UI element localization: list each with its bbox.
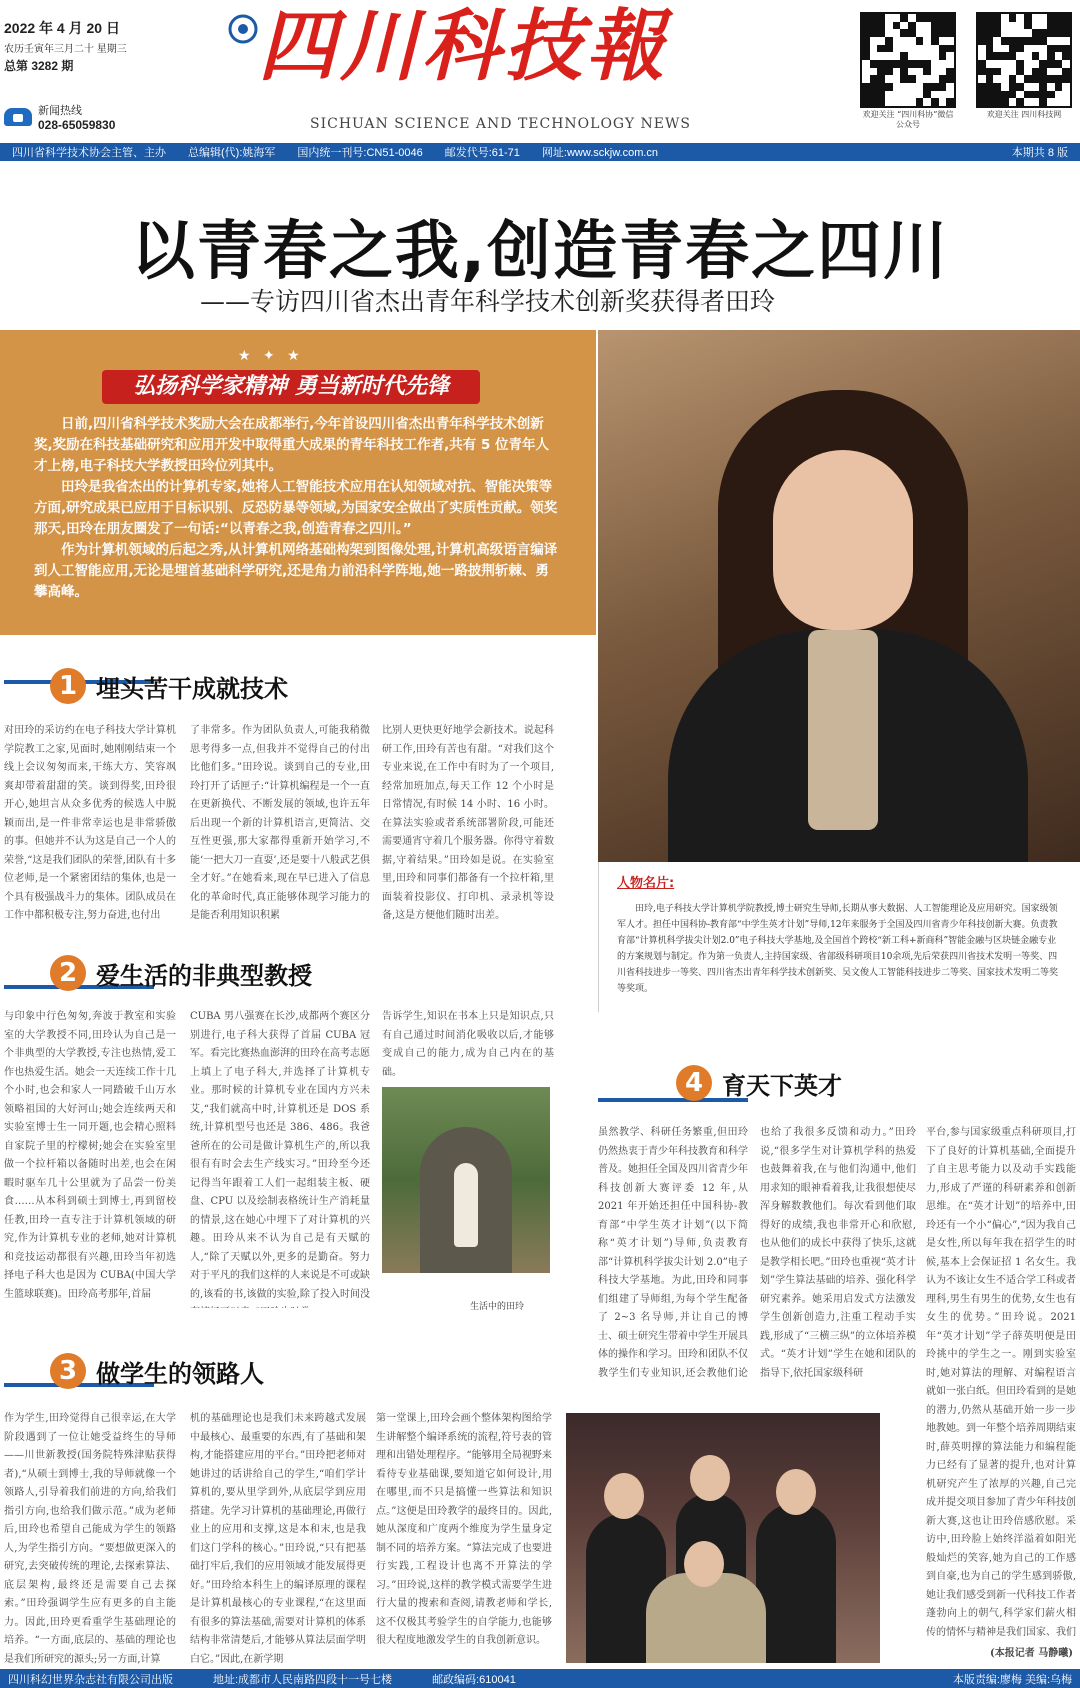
hotline-number: 028-65059830 xyxy=(38,118,116,132)
section-1-column: 对田玲的采访约在电子科技大学计算机学院教工之家,见面时,她刚刚结束一个线上会议匆匆而来,干练大方、笑容飒爽却带着甜甜的笑。谈到得奖,田玲很开心,她坦言从众多优秀的候选人中脱颖而出,是一件非常幸运也是非常骄傲的事。但她并不认为这是自己一个人的荣誉,“这是我们团队的荣誉,团队有十多位老师,是一个紧密团结的集体,也是一个具有极强战斗力的集体。团队成员在工作中都积极专注,努力奋进,也付出 xyxy=(4,725,176,921)
section-3-column: 第一堂课上,田玲会画个整体架构图给学生讲解整个编译系统的流程,符号表的管理和出错处理程序。“能够用全局视野来看待专业基础课,要知道它如何设计,用在哪里,而不只是搞懂一些算法和知识点。”这便是田玲教学的最终目的。因此,她从深度和广度两个维度为学生量身定制不同的培养方案。“算法完成了也要进行实践,工程设计也离不开算法的学习。”田玲说,这样的教学模式需要学生进行大量的搜索和查阅,请教老师和学长,这不仅极其考验学生的自学能力,也能够很大程度地激发学生的自我创新意识。 xyxy=(376,1413,552,1646)
postcode: 邮政编码:610041 xyxy=(432,1673,516,1686)
intro-paragraph: 田玲是我省杰出的计算机专家,她将人工智能技术应用在认知领域对抗、智能决策等方面,研究成果已应用于目标识别、反恐防暴等领域,为国家安全做出了实质性贡献。领奖那天,田玲在朋友圈发了一句话:“以青春之我,创造青春之四川。” xyxy=(34,479,558,537)
section-4-column: 平台,参与国家级重点科研项目,打下了良好的计算机基础,全面提升了自主思考能力以及动手实践能力,形成了严谨的科研素养和创新思维。在“英才计划”的培养中,田玲还有一个小“偏心”,“因为我自己是女性,所以每年我在招学生的时候,基本上会保证招 1 名女生。我认为不该让女生不适合学工科或者理科,男生有男生的优势,女生也有女生的优势。”田玲说。2021 年“英才计划”学子薛英明便是田玲挑中的学生之一。刚到实验室时,她对算法的理解、对编程语言就如一张白纸。但田玲看到的是她的潜力,仍然从基础开始一步一步地教她。到一年整个培养周期结束时,薛英明撑的算法能力和编程能力已经有了显著的提升,也对计算机研究产生了浓厚的兴趣,自己完成并提交项目参加了青少年科技创新大赛,这也让田玲倍感欣慰。采访中,田玲脸上始终洋溢着如阳光般灿烂的笑容,她为自己的工作感到自豪,也为自己的学生感到骄傲,她让我们感受到新一代科技工作者蓬勃向上的朝气,科学家们薪火相传的情怀与精神是我们国家、我们 xyxy=(926,1127,1076,1638)
profile-title: 人物名片: xyxy=(617,876,675,891)
lunar-date: 农历壬寅年三月二十 星期三 xyxy=(4,44,127,55)
date-box xyxy=(4,18,127,74)
section-3-column: 机的基础理论也是我们未来跨越式发展中最核心、最重要的东西,有了基础和架构,才能搭建应用的平台。”田玲把老师对她讲过的话讲给自己的学生,“咱们学计算机的,要从里学到外,从底层学到应用搭建。先学习计算机的基础理论,再做行业上的应用和支撑,这是本和末,也是我们这门学科的核心。”田玲说,“只有把基础打牢后,我们的应用领域才能发展得更好。”田玲给本科生上的编译原理的课程是计算机最核心的专业课程,“在这里面有很多的算法基础,需要对计算机的体系结构非常清楚后,才能够从算法层面学明白它。”因此,在新学期 xyxy=(190,1413,366,1665)
section-2-column: 与印象中行色匆匆,奔波于教室和实验室的大学教授不同,田玲认为自己是一个非典型的大学教授,专注也热情,爱工作也热爱生活。她会一天连续工作十几个小时,也会和家人一同踏破千山万水领略祖国的大好河山;她会连续两天和实验室博士生一同开题,也会精心照料自家院子里的柠檬树;她会在实验室里做一个拉杆箱以备随时出差,也会在闲暇时驱车几十公里就为了品尝一份美食……从本科到硕士到博士,再到留校任教,田玲一直专注于计算机领域的研究,作为计算机专业的老师,她对计算机和竞技运动都很有兴趣,田玲当年初选择电子科大也是因为 CUBA(中国大学生篮球联赛)。田玲高考那年,首届 xyxy=(4,1011,176,1300)
issue-date: 2022 年 4 月 20 日 xyxy=(4,20,120,36)
headline: 以青春之我,创造青春之四川 xyxy=(130,215,950,289)
issue-number: 总第 3282 期 xyxy=(4,59,74,73)
section-title: 爱生活的非典型教授 xyxy=(96,961,312,990)
sponsor: 四川省科学技术协会主管、主办 xyxy=(12,147,166,159)
stars-decoration-icon: ★ ✦ ★ xyxy=(238,348,304,364)
section-1-column: 了非常多。作为团队负责人,可能我稍微思考得多一点,但我并不觉得自己的付出比他们多。”田玲说。谈到自己的专业,田玲打开了话匣子:“计算机编程是一个一直在更新换代、不断发展的领域,也许五年后出现一个新的计算机语言,更简洁、交互性更强,那大家都得重新开始学习,不能‘一把大刀一直耍’,还是要十八般武艺俱全才好。”在她看来,现在早已进入了信息化的革命时代,真正能够体现学习能力的是能否利用知识积累 xyxy=(190,725,370,921)
qr-wechat-caption: 欢迎关注 “四川科协”微信公众号 xyxy=(862,110,954,129)
life-photo xyxy=(382,1087,550,1273)
section-1-heading xyxy=(50,668,288,704)
masthead xyxy=(0,0,1080,140)
page-count: 本期共 8 版 xyxy=(1011,147,1068,159)
intro-paragraph: 作为计算机领域的后起之秀,从计算机网络基础构架到图像处理,计算机高级语言编译到人工智能应用,无论是埋首基础科学研究,还是角力前沿科学阵地,她一路披荆斩棘、勇攀高峰。 xyxy=(34,542,558,600)
phone-icon xyxy=(4,108,32,126)
qr-website-caption: 欢迎关注 四川科技网 xyxy=(986,110,1062,119)
qr-wechat[interactable] xyxy=(860,12,956,130)
section-2-column: CUBA 男八强赛在长沙,成都两个赛区分别进行,电子科大获得了首届 CUBA 冠军。看完比赛热血澎湃的田玲在高考志愿上填上了电子科大,并选择了计算机专业。那时候的计算机专业在国内方兴未艾,“我们就高中时,计算机还是 DOS 系统,计算机型号也还是 386、486。我爸爸所在的公司是做计算机生产的,所以我很有有时会去生产线实习。”田玲至今还记得当年跟着工人们一起组装主板、硬盘、CPU 以及绘制表格统计生产消耗量的情景,这在她心中埋下了对计算机的兴趣。田玲从来不认为自己是有天赋的人,“除了天赋以外,更多的是勤奋。努力对于平凡的我们这样的人来说是不可或缺的,该看的书,该做的实验,除了投入时间没 xyxy=(190,1011,370,1300)
qr-code-icon xyxy=(860,12,956,108)
portrait-photo xyxy=(598,330,1080,862)
section-number: 2 xyxy=(50,955,86,991)
website-link[interactable]: 网址:www.sckjw.com.cn xyxy=(541,147,659,159)
address: 地址:成都市人民南路四段十一号七楼 xyxy=(213,1673,393,1686)
section-4-column: 虽然教学、科研任务繁重,但田玲仍然热衷于青少年科技教育和科学普及。她担任全国及四川省青少年科技创新大赛评委 12 年,从 2021 年开始还担任中国科协-教育部“中学生英才计划”(以下简称“英才计划”)导师,负责教育部“计算机科学拔尖计划 2.0”电子科技大学基地。为此,田玲和同事们组建了导师组,为每个学生配备了 2~3 名导师,并让自己的博士、硕士研究生带着中学生开展具体的操作和学习。田玲和团队不仅教学生们专业知识,还会教他们论 xyxy=(598,1127,748,1379)
qr-website[interactable] xyxy=(976,12,1072,120)
intro-paragraph: 日前,四川省科学技术奖励大会在成都举行,今年首设四川省杰出青年科学技术创新奖,奖励在科技基础研究和应用开发中取得重大成果的青年科技工作者,共有 5 位青年人才上榜,电子科技大学教授田玲位列其中。 xyxy=(34,416,550,474)
editor-in-chief: 总编辑(代):姚海军 xyxy=(188,147,276,159)
section-number: 4 xyxy=(676,1065,712,1101)
profile-text: 田玲,电子科技大学计算机学院教授,博士研究生导师,长期从事大数据、人工智能理论及应用研究。国家级领军人才。担任中国科协-教育部“中学生英才计划”导师,12年来服务于全国及四川省青少年科技创新大赛。负责教育部“计算机科学拔尖计划2.0”电子科技大学基地,及全国首个跨校“新工科+新商科”智能金融与区块链金融专业的方案规划与制定。作为第一负责人,主持国家级、省部级科研项目10余项,先后荣获四川省技术发明一等奖、四川省科技进步一等奖、四川省杰出青年科学技术创新奖、吴文俊人工智能科技进步二等奖、国家技术发明二等奖等奖项。 xyxy=(617,904,1059,994)
subheadline: ——专访四川省杰出青年科学技术创新奖获得者田玲 xyxy=(200,287,776,316)
intro-text xyxy=(34,414,558,603)
section-title: 育天下英才 xyxy=(722,1071,842,1100)
footer-bar xyxy=(0,1669,1080,1688)
newspaper-title: 四川科技報 xyxy=(258,1,669,92)
teaching-photo xyxy=(566,1413,880,1663)
intro-block xyxy=(0,330,596,635)
section-title: 做学生的领路人 xyxy=(96,1359,264,1388)
section-number: 1 xyxy=(50,668,86,704)
hotline xyxy=(4,102,115,132)
section-1-column: 比别人更快更好地学会新技术。说起科研工作,田玲有苦也有甜。“对我们这个专业来说,在工作中有时为了一个项目,经常加班加点,每天工作 12 个小时是日常情况,有时候 14 小时、16 小时。在算法实验或者系统部署阶段,可能还需要通宵守着几个服务器。你得守着数据,守着结果。”田玲如是说。在实验室里,田玲和同事们都备有一个拉杆箱,里面装着投影仪、打印机、录录机等设备,这是方便他们随时出差。 xyxy=(382,725,554,921)
life-photo-caption: 生活中的田玲 xyxy=(470,1302,525,1312)
section-2-heading xyxy=(50,955,312,991)
slogan-banner: 弘扬科学家精神 勇当新时代先锋 xyxy=(102,370,480,404)
serial-number: 国内统一刊号:CN51-0046 xyxy=(297,147,423,159)
hotline-label: 新闻热线 xyxy=(38,105,82,117)
section-2-column: 告诉学生,知识在书本上只是知识点,只有自己通过时间消化吸收以后,才能够变成自己的能力,成为自己内在的基础。 xyxy=(382,1011,554,1078)
info-bar xyxy=(0,143,1080,161)
postal-code: 邮发代号:61-71 xyxy=(444,147,520,159)
logo-mark-icon xyxy=(228,14,258,44)
qr-code-icon xyxy=(976,12,1072,108)
section-title: 埋头苦干成就技术 xyxy=(96,674,288,703)
page-editors: 本版责编:廖梅 美编:乌梅 xyxy=(952,1673,1072,1686)
section-4-heading xyxy=(676,1065,842,1101)
newspaper-title-en: SICHUAN SCIENCE AND TECHNOLOGY NEWS xyxy=(310,116,692,132)
section-3-heading xyxy=(50,1353,264,1389)
publisher: 四川科幻世界杂志社有限公司出版 xyxy=(8,1673,173,1686)
section-4-column: 也给了我很多反馈和动力。”田玲说,“很多学生对计算机学科的热爱也鼓舞着我,在与他们沟通中,他们用求知的眼神看着我,让我很想使尽浑身解数教他们。每次看到他们取得好的成绩,我也非常开心和欣慰,也从他们的成长中获得了快乐,这就是教学相长吧。”田玲也重视“英才计划”学生算法基础的培养、强化科学研究素养。她采用启发式方法激发学生创新创造力,注重工程动手实践,形成了“三横三纵”的立体培养模式。“英才计划”学生在她和团队的指导下,依托国家级科研 xyxy=(760,1127,916,1379)
reporter-credit: (本报记者 马静曦) xyxy=(990,1648,1073,1659)
section-number: 3 xyxy=(50,1353,86,1389)
profile-box xyxy=(598,862,1080,1012)
section-3-column: 作为学生,田玲觉得自己很幸运,在大学阶段遇到了一位让她受益终生的导师——川世新教授(国务院特殊津贴获得者),“从硕士到博士,我的导师就像一个领路人,引导着我们前进的方向,给我们指引方向,也给我们做示范。”成为老师后,田玲也希望自己能成为学生的领路人,为学生指引方向。“要想做更深入的研究,去突破传统的理论,去探索算法、底层架构,最终还是需要自己去探索。”田玲强调学生应有更多的自主能力。因此,田玲更看重学生基础理论的培养。“一方面,底层的、基础的理论也是我们所研究的源头;另一方面,计算 xyxy=(4,1413,176,1665)
